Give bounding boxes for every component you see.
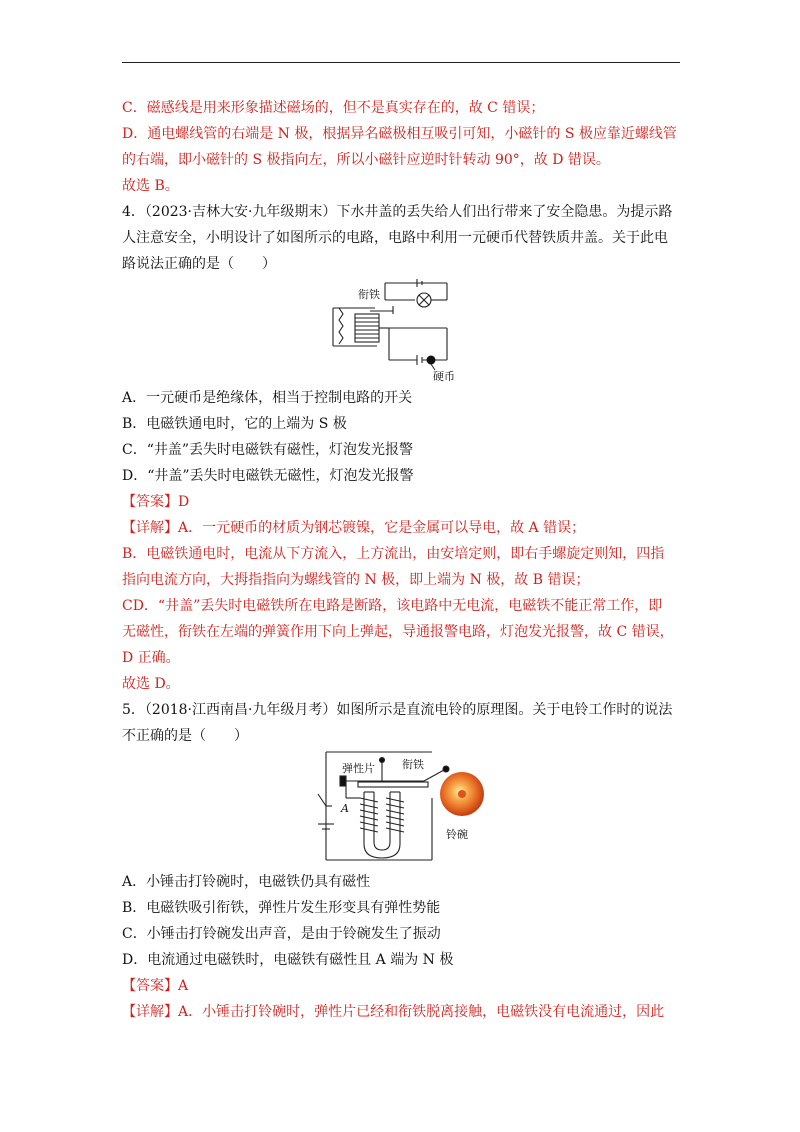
q4-detail-line4: CD．“井盖”丢失时电磁铁所在电路是断路，该电路中无电流，电磁铁不能正常工作，即	[122, 598, 663, 614]
q4-stem-line2: 人注意安全，小明设计了如图所示的电路，电路中利用一元硬币代替铁质井盖。关于此电	[122, 230, 668, 246]
q4-conclusion: 故选 D。	[122, 676, 180, 692]
q4-detail-line6: D 正确。	[122, 650, 180, 666]
q4-option-b: B．电磁铁通电时，它的上端为 S 极	[122, 416, 347, 432]
q4-option-d: D．“井盖”丢失时电磁铁无磁性，灯泡发光报警	[122, 468, 414, 484]
q5-label-armature: 衔铁	[402, 758, 424, 771]
q4-option-c: C．“井盖”丢失时电磁铁有磁性，灯泡发光报警	[122, 442, 414, 458]
q4-answer: 【答案】D	[122, 494, 190, 510]
q4-label-coin: 硬币	[433, 370, 455, 383]
prev-option-d-explanation-line1: D．通电螺线管的右端是 N 极，根据异名磁极相互吸引可知，小磁针的 S 极应靠近螺线管	[122, 126, 677, 142]
q5-option-b: B．电磁铁吸引衔铁，弹性片发生形变具有弹性势能	[122, 900, 441, 916]
q5-detail-line1: 【详解】A．小锤击打铃碗时，弹性片已经和衔铁脱离接触，电磁铁没有电流通过，因此	[122, 1004, 665, 1020]
q5-label-end-a: A	[341, 802, 349, 815]
prev-option-d-explanation-line2: 的右端，即小磁针的 S 极指向左，所以小磁针应逆时针转动 90°，故 D 错误。	[122, 152, 610, 168]
q4-stem-line3: 路说法正确的是（ ）	[122, 256, 276, 272]
q4-label-armature: 衔铁	[358, 288, 380, 301]
q5-option-c: C．小锤击打铃碗发出声音，是由于铃碗发生了振动	[122, 926, 441, 942]
q5-electric-bell-figure	[312, 748, 497, 866]
q4-detail-line1: 【详解】A．一元硬币的材质为钢芯镀镍，它是金属可以导电，故 A 错误；	[122, 520, 586, 536]
prev-option-c-explanation: C．磁感线是用来形象描述磁场的，但不是真实存在的，故 C 错误；	[122, 100, 545, 116]
q5-stem-line2: 不正确的是（ ）	[122, 728, 248, 744]
q5-option-a: A．小锤击打铃碗时，电磁铁仍具有磁性	[122, 874, 371, 890]
prev-conclusion: 故选 B。	[122, 178, 179, 194]
q5-option-d: D．电流通过电磁铁时，电磁铁有磁性且 A 端为 N 极	[122, 952, 454, 968]
q4-option-a: A．一元硬币是绝缘体，相当于控制电路的开关	[122, 390, 413, 406]
header-rule	[122, 62, 680, 63]
q4-detail-line2: B．电磁铁通电时，电流从下方流入，上方流出，由安培定则，即右手螺旋定则知，四指	[122, 546, 665, 562]
q5-answer: 【答案】A	[122, 978, 189, 994]
q5-stem-line1: 5．（2018·江西南昌·九年级月考）如图所示是直流电铃的原理图。关于电铃工作时的说法	[122, 702, 673, 718]
q5-label-spring: 弹性片	[342, 762, 375, 775]
q4-detail-line3: 指向电流方向，大拇指指向为螺线管的 N 极，即上端为 N 极，故 B 错误；	[122, 572, 590, 588]
q4-circuit-figure	[325, 278, 475, 383]
q5-label-bowl: 铃碗	[446, 828, 468, 841]
q4-stem-line1: 4．（2023·吉林大安·九年级期末）下水井盖的丢失给人们出行带来了安全隐患。为提示路	[122, 204, 673, 220]
q4-detail-line5: 无磁性，衔铁在左端的弹簧作用下向上弹起，导通报警电路，灯泡发光报警，故 C 错误，	[122, 624, 674, 640]
